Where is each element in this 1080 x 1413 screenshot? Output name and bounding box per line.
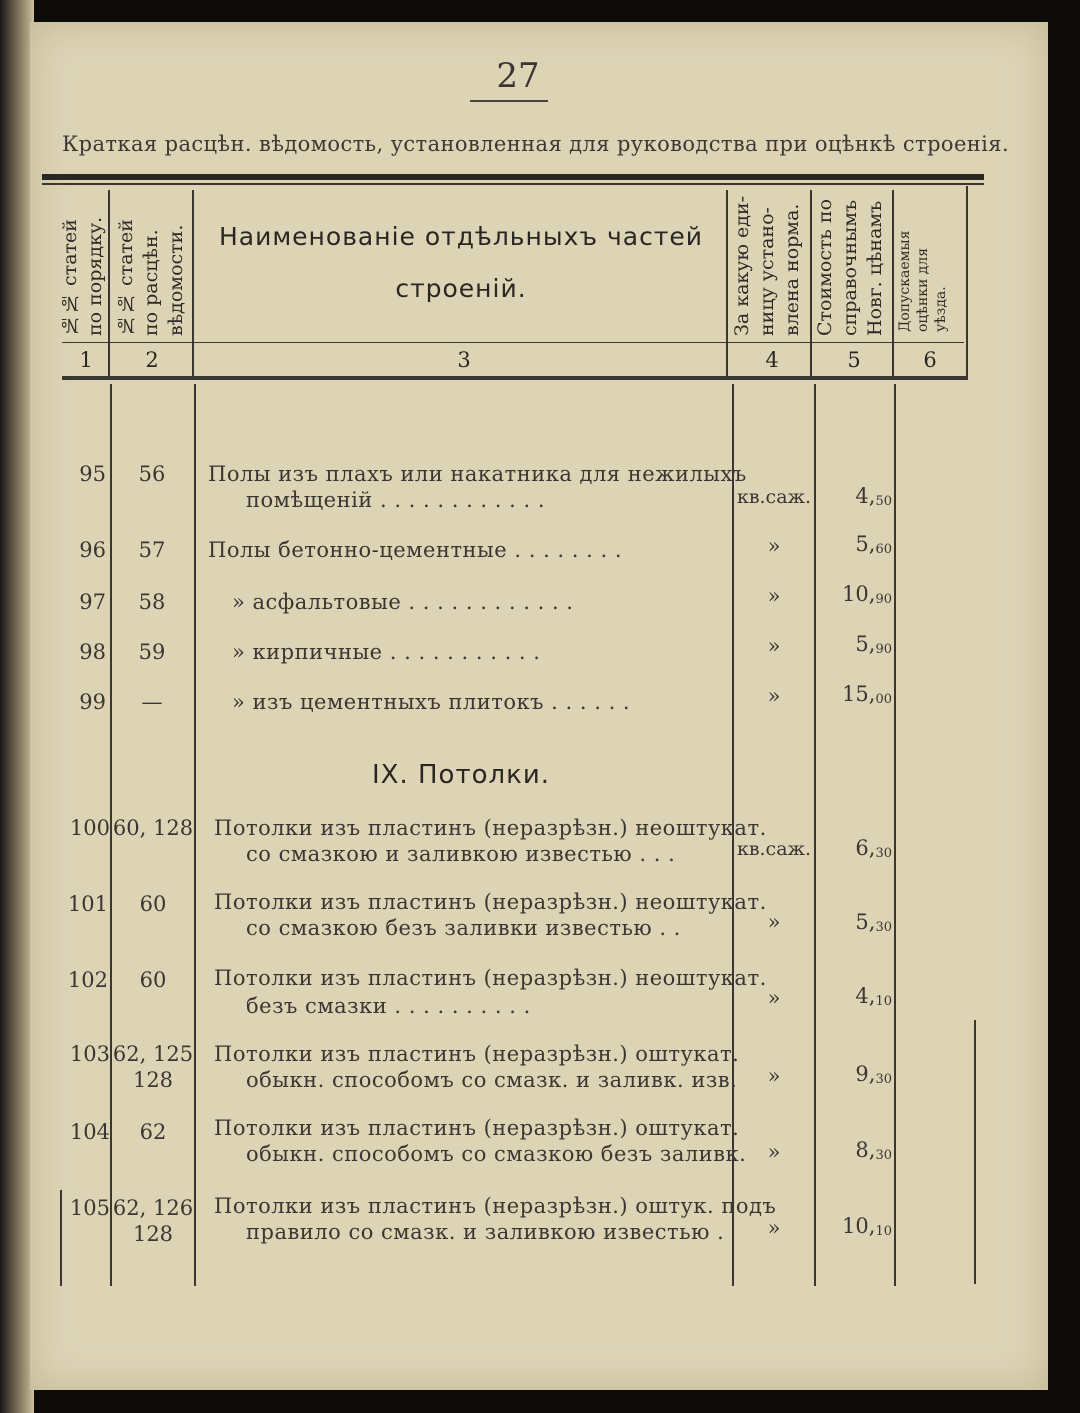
row-ref: 57: [138, 538, 166, 562]
row-price: $15,_{00}$: [842, 682, 892, 707]
row-number: 99: [79, 690, 106, 714]
row-ref: 58: [138, 590, 166, 614]
row-number: 103: [69, 1042, 110, 1066]
row-name-line2: правило со смазк. и заливкою известью .: [246, 1220, 725, 1244]
table-caption: Краткая расцѣн. вѣдомость, установленная для руководства при оцѣнкѣ строенія.: [62, 132, 1010, 156]
row-unit: »: [767, 1140, 781, 1164]
row-name-line1: » асфальтовые . . . . . . . . . . . .: [232, 590, 574, 614]
header-col4: За какую еди- ницу устано- влена норма.: [731, 195, 803, 336]
header-top-rule-thin: [42, 183, 984, 185]
row-unit: »: [767, 1216, 781, 1240]
row-number: 101: [67, 892, 108, 916]
row-name-line1: Потолки изъ пластинъ (неразрѣзн.) неоштукат.: [214, 890, 767, 914]
page-number-rule: [470, 100, 548, 102]
row-number: 98: [79, 640, 106, 664]
row-ref: 62: [139, 1120, 167, 1144]
row-unit: кв.саж.: [736, 838, 812, 860]
col-number-1: 1: [79, 348, 93, 372]
row-unit: »: [767, 684, 781, 708]
col-number-4: 4: [765, 348, 779, 372]
header-col2: №№ статей по расцѣн. вѣдомости.: [115, 219, 187, 336]
col-number-6: 6: [923, 348, 937, 372]
row-price: $8,_{30}$: [855, 1138, 892, 1163]
col-number-5: 5: [847, 348, 861, 372]
row-price: $5,_{60}$: [855, 532, 892, 557]
row-name-line2: безъ смазки . . . . . . . . . .: [246, 994, 531, 1018]
row-name-line1: Полы бетонно-цементные . . . . . . . .: [208, 538, 623, 562]
row-name-line1: » изъ цементныхъ плитокъ . . . . . .: [232, 690, 631, 714]
col-divider-right: [966, 186, 968, 380]
page-number: 27: [496, 56, 540, 96]
row-name-line1: » кирпичные . . . . . . . . . . .: [232, 640, 541, 664]
body-divider-right: [974, 1020, 976, 1284]
row-number: 104: [69, 1120, 110, 1144]
col-divider-4: [810, 190, 812, 380]
header-bottom-rule: [62, 376, 968, 380]
row-price: $6,_{30}$: [855, 836, 892, 861]
row-unit: »: [767, 634, 781, 658]
header-mid-rule: [62, 342, 964, 343]
row-name-line2: со смазкою безъ заливки известью . .: [246, 916, 681, 940]
row-name-line2: обыкн. способомъ со смазк. и заливк. изв.: [246, 1068, 738, 1092]
row-name-line1: Потолки изъ пластинъ (неразрѣзн.) оштукат.: [214, 1116, 740, 1140]
row-unit: »: [767, 534, 781, 558]
header-top-rule: [42, 174, 984, 180]
row-name-line2: обыкн. способомъ со смазкою безъ заливк.: [246, 1142, 747, 1166]
row-number: 97: [79, 590, 106, 614]
row-price: $5,_{90}$: [855, 632, 892, 657]
col-divider-5: [892, 190, 894, 380]
row-unit: »: [767, 584, 781, 608]
row-unit: кв.саж.: [736, 486, 812, 508]
row-ref: 56: [138, 462, 166, 486]
row-unit: »: [767, 986, 781, 1010]
row-name-line1: Потолки изъ пластинъ (неразрѣзн.) оштукат.: [214, 1042, 740, 1066]
row-price: $10,_{90}$: [842, 582, 892, 607]
col-number-2: 2: [145, 348, 159, 372]
header-col1: №№ статей по порядку.: [59, 216, 106, 336]
row-price: $4,_{10}$: [855, 984, 892, 1009]
row-name-line1: Потолки изъ пластинъ (неразрѣзн.) оштук. подъ: [214, 1194, 777, 1218]
row-name-line1: Полы изъ плахъ или накатника для нежилыхъ: [208, 462, 747, 486]
header-col3-line2: строеній.: [395, 274, 527, 303]
col-divider-2: [192, 190, 194, 380]
row-price: $5,_{30}$: [855, 910, 892, 935]
row-ref: 60: [139, 892, 167, 916]
body-divider-left: [60, 1190, 62, 1286]
row-name-line2: со смазкою и заливкою известью . . .: [246, 842, 676, 866]
header-col5: Стоимость по справочнымъ Новг. цѣнамъ: [814, 198, 886, 336]
row-unit: »: [767, 910, 781, 934]
row-ref: 62, 125: [112, 1042, 194, 1066]
col-divider-1: [108, 190, 110, 380]
section-title: IX. Потолки.: [371, 760, 550, 790]
row-ref-line2: 128: [132, 1068, 174, 1092]
header-col3-line1: Наименованіе отдѣльныхъ частей: [218, 222, 704, 251]
book-binding-edge: [0, 0, 34, 1413]
row-price: $10,_{10}$: [842, 1214, 892, 1239]
row-ref: 60: [139, 968, 167, 992]
row-ref: 62, 126: [112, 1196, 194, 1220]
row-number: 96: [79, 538, 106, 562]
row-number: 105: [69, 1196, 110, 1220]
header-col6: Допускаемыя оцѣнки для уѣзда.: [897, 230, 949, 332]
body-divider-2: [194, 384, 196, 1286]
col-divider-3: [726, 190, 728, 380]
row-price: $9,_{30}$: [855, 1062, 892, 1087]
row-ref: —: [141, 690, 163, 714]
row-number: 95: [79, 462, 106, 486]
row-ref-line2: 128: [132, 1222, 174, 1246]
row-unit: »: [767, 1064, 781, 1088]
row-name-line1: Потолки изъ пластинъ (неразрѣзн.) неоштукат.: [214, 816, 767, 840]
row-name-line2: помѣщеній . . . . . . . . . . . .: [246, 488, 546, 512]
row-ref: 59: [138, 640, 166, 664]
row-number: 100: [69, 816, 110, 840]
col-number-3: 3: [457, 348, 471, 372]
body-divider-5: [894, 384, 896, 1286]
row-price: $4,_{50}$: [855, 484, 892, 509]
row-name-line1: Потолки изъ пластинъ (неразрѣзн.) неоштукат.: [214, 966, 767, 990]
row-number: 102: [67, 968, 108, 992]
row-ref: 60, 128: [112, 816, 194, 840]
